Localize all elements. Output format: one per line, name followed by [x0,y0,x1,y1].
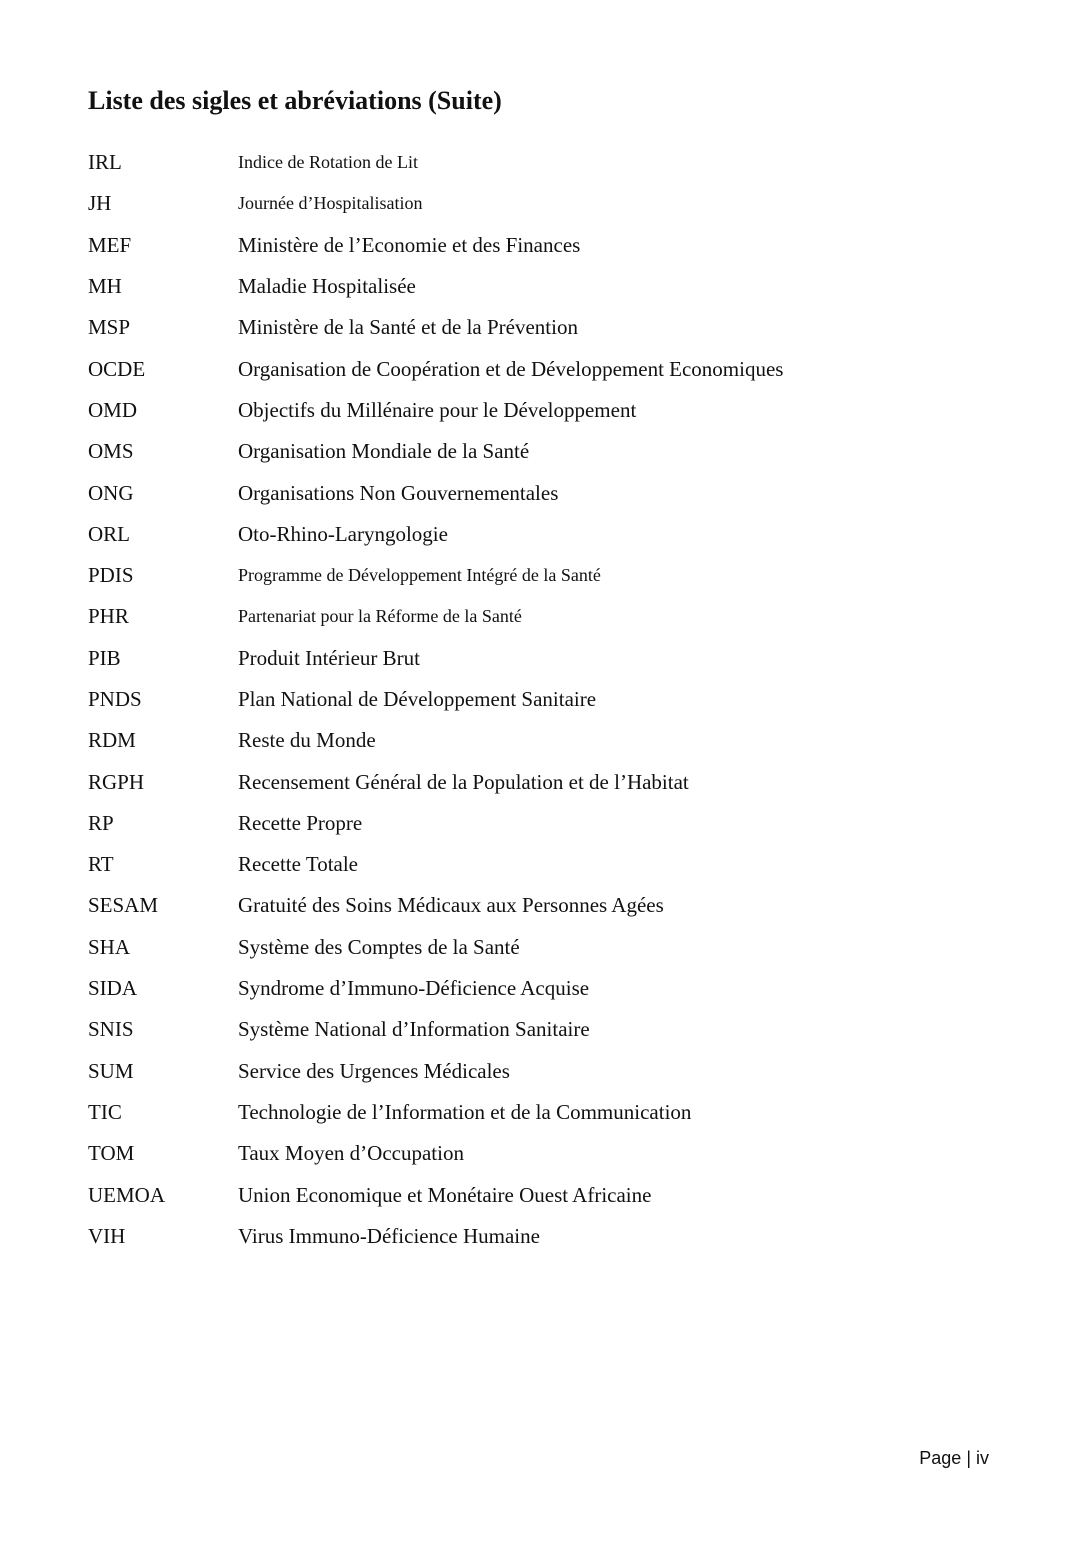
definition: Système National d’Information Sanitaire [238,1017,590,1042]
abbreviation: SUM [88,1058,134,1083]
abbreviation: PDIS [88,563,134,588]
abbreviation-row [88,720,988,761]
abbreviation: TIC [88,1099,122,1124]
page-number: Page | iv [919,1448,989,1468]
abbreviation-row [88,885,988,926]
abbreviation: ONG [88,480,134,505]
abbreviation-row [88,844,988,885]
abbreviation: MH [88,274,122,299]
definition: Reste du Monde [238,728,376,753]
abbreviation-row [88,225,988,266]
abbreviation-row [88,596,988,637]
abbreviation: OMS [88,439,134,464]
definition: Objectifs du Millénaire pour le Développement [238,397,637,422]
abbreviation: MEF [88,232,132,257]
definition: Produit Intérieur Brut [238,645,420,670]
definition: Plan National de Développement Sanitaire [238,687,597,711]
definition: Journée d’Hospitalisation [238,193,423,214]
definition: Recensement Général de la Population et de l’Habitat [238,769,689,794]
abbreviation: ORL [88,521,130,546]
abbreviation-row [88,1174,988,1215]
abbreviation: RT [88,852,114,877]
abbreviation: RGPH [88,769,145,794]
abbreviation: RDM [88,728,136,753]
abbreviation: UEMOA [88,1182,165,1207]
definition: Syndrome d’Immuno-Déficience Acquise [238,976,590,1001]
definition: Système des Comptes de la Santé [238,934,520,959]
abbreviation: IRL [88,150,122,175]
abbreviation-row [88,1216,988,1257]
abbreviation: SIDA [88,976,138,1001]
abbreviation-row [88,1092,988,1133]
definition: Ministère de l’Economie et des Finances [238,232,581,257]
definition: Technologie de l’Information et de la Communication [238,1099,692,1124]
definition: Union Economique et Monétaire Ouest Africaine [238,1182,652,1207]
abbreviation: OMD [88,397,138,422]
definition: Organisation de Coopération et de Développement Economiques [238,356,784,381]
abbreviation: MSP [88,315,131,340]
abbreviation-list [88,142,988,1257]
abbreviation-row [88,472,988,513]
definition: Recette Propre [238,810,363,835]
abbreviation-row [88,927,988,968]
page-title: Liste des sigles et abréviations (Suite) [88,86,502,115]
abbreviation-row [88,1133,988,1174]
definition: Partenariat pour la Réforme de la Santé [238,606,522,627]
abbreviation: RP [88,810,114,835]
abbreviation-row [88,266,988,307]
abbreviation-row [88,803,988,844]
abbreviation-row [88,679,988,720]
abbreviation-row [88,1009,988,1050]
definition: Organisation Mondiale de la Santé [238,439,530,464]
abbreviation-row [88,638,988,679]
definition: Service des Urgences Médicales [238,1058,510,1083]
abbreviation: SESAM [88,893,159,918]
definition: Maladie Hospitalisée [238,274,416,299]
abbreviation: JH [88,191,112,216]
abbreviation-row [88,968,988,1009]
abbreviation-row [88,390,988,431]
abbreviation: VIH [88,1223,126,1248]
abbreviation-row [88,431,988,472]
abbreviation: PHR [88,604,129,629]
abbreviation: PNDS [88,687,142,711]
abbreviation: PIB [88,645,121,670]
definition: Virus Immuno-Déficience Humaine [238,1223,540,1248]
abbreviation: SNIS [88,1017,134,1042]
abbreviation: SHA [88,934,131,959]
abbreviation-row [88,1051,988,1092]
definition: Indice de Rotation de Lit [238,152,418,173]
definition: Gratuité des Soins Médicaux aux Personnes Agées [238,893,664,918]
abbreviation-row [88,761,988,802]
definition: Organisations Non Gouvernementales [238,480,559,505]
abbreviation-row [88,142,988,183]
definition: Programme de Développement Intégré de la Santé [238,565,601,586]
definition: Taux Moyen d’Occupation [238,1141,464,1166]
abbreviation-row [88,183,988,224]
definition: Oto-Rhino-Laryngologie [238,521,448,546]
definition: Recette Totale [238,852,359,877]
abbreviation-row [88,514,988,555]
definition: Ministère de la Santé et de la Prévention [238,315,578,340]
abbreviation-row [88,307,988,348]
abbreviation-row [88,555,988,596]
abbreviation: OCDE [88,356,146,381]
abbreviation-row [88,348,988,389]
abbreviation: TOM [88,1141,135,1166]
